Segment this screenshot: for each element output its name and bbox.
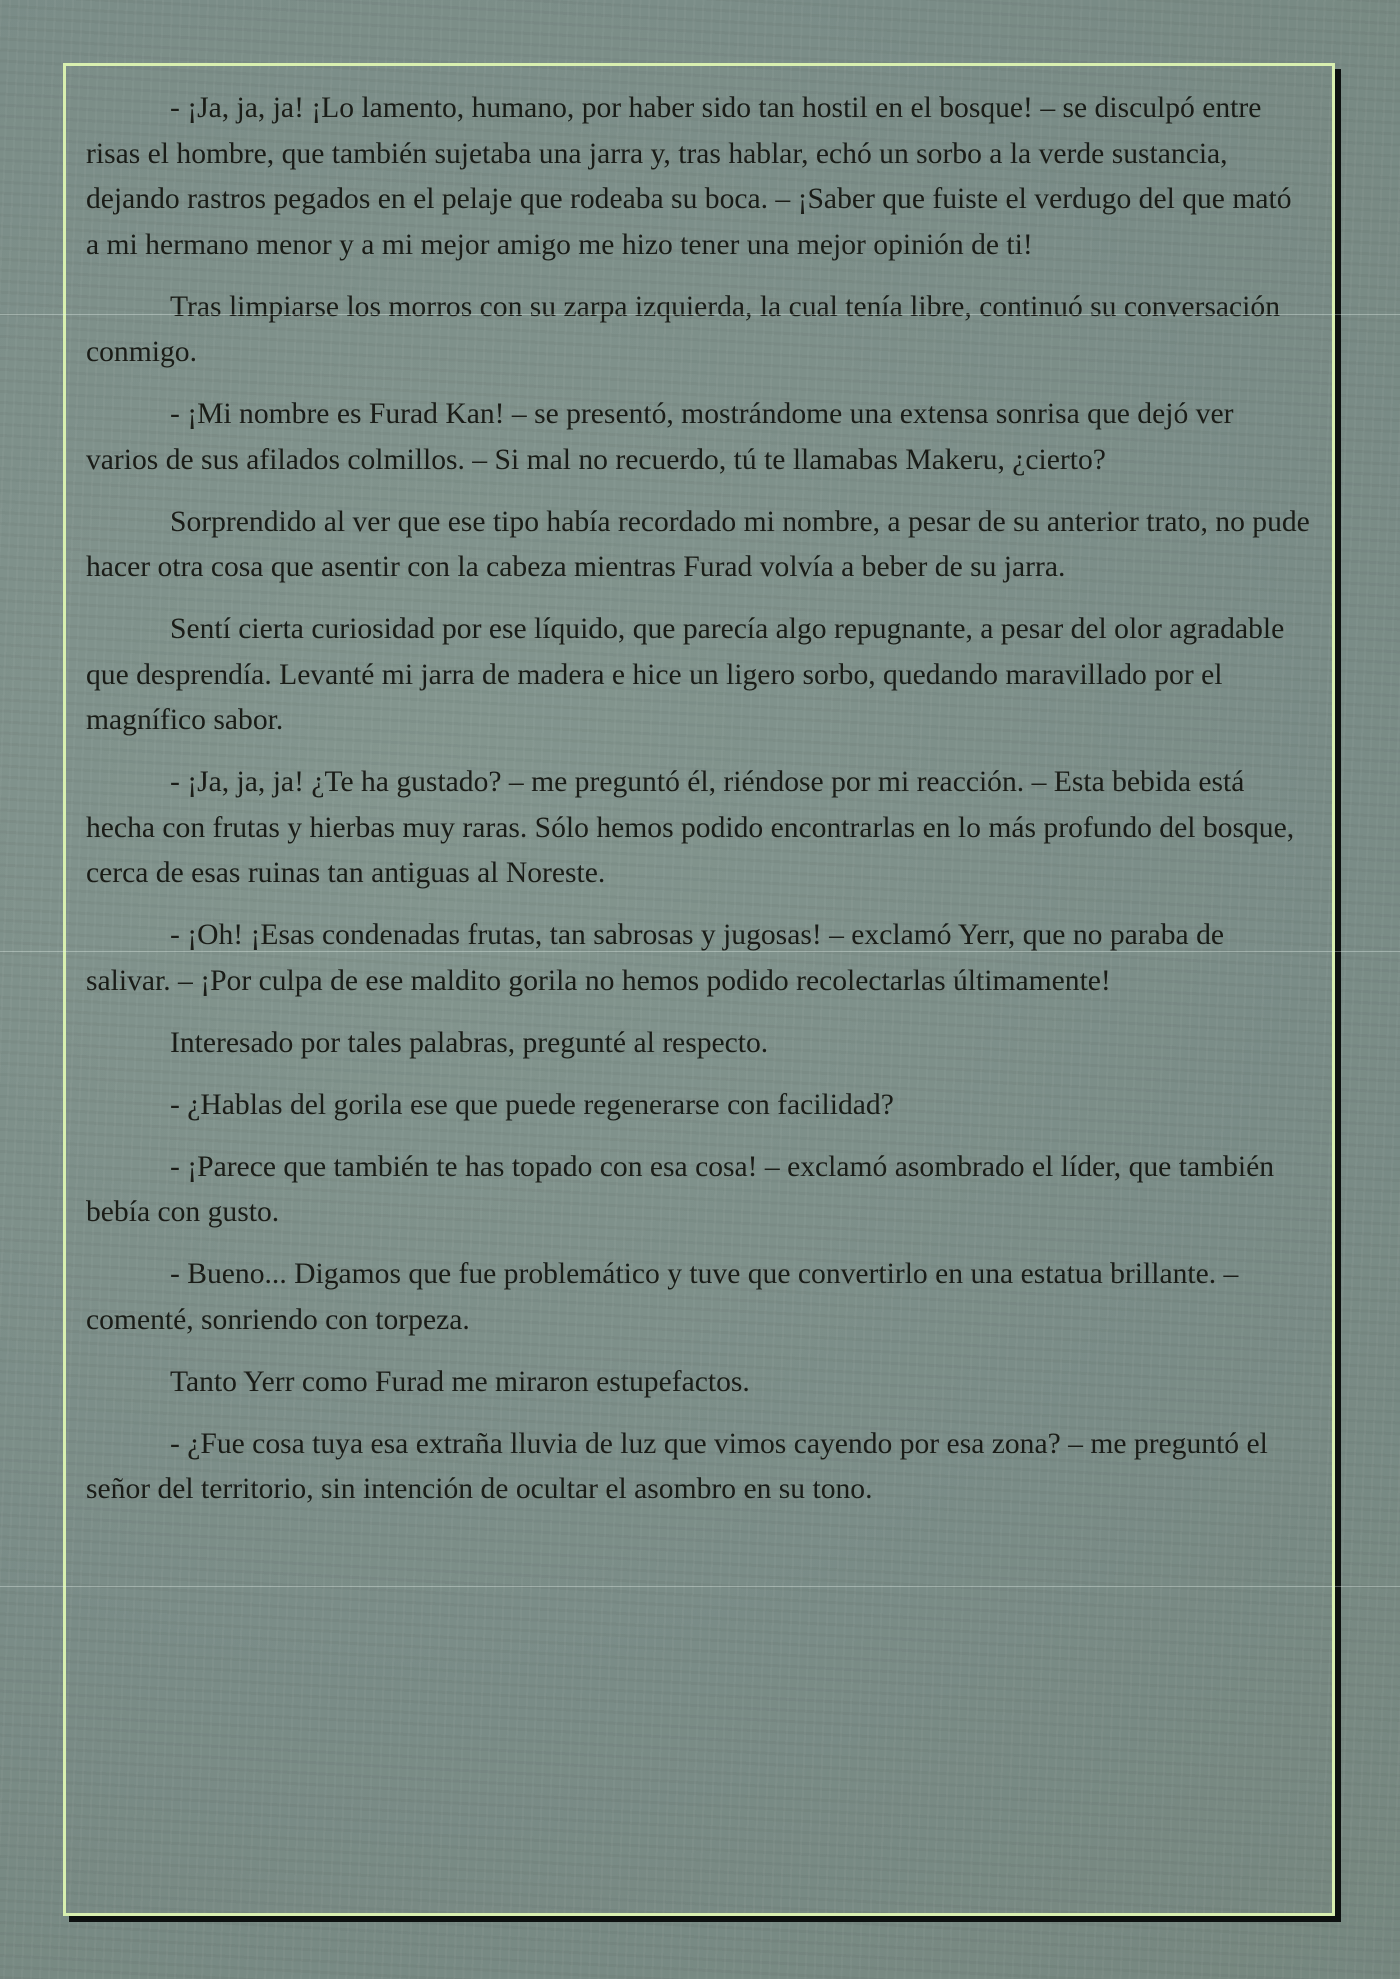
paragraph-9: - ¿Hablas del gorila ese que puede regenerarse con facilidad? — [170, 1088, 894, 1121]
text-body — [86, 86, 1310, 1529]
paragraph-7: - ¡Oh! ¡Esas condenadas frutas, tan sabrosas y jugosas! – exclamó Yerr, que no paraba de salivar. – ¡Por culpa de ese maldito gorila no hemos podido recolectarlas últimamente! — [86, 919, 1225, 997]
paragraph-6: - ¡Ja, ja, ja! ¿Te ha gustado? – me preguntó él, riéndose por mi reacción. – Esta bebida está hecha con frutas y hierbas muy raras. Sólo hemos podido encontrarlas en lo más profundo del bosque, cerca de esas ruinas tan antiguas al Noreste. — [86, 766, 1295, 889]
paragraph-11: - Bueno... Digamos que fue problemático y tuve que convertirlo en una estatua brillante. – comenté, sonriendo con torpeza. — [86, 1258, 1239, 1336]
paragraph-13: - ¿Fue cosa tuya esa extraña lluvia de luz que vimos cayendo por esa zona? – me preguntó el señor del territorio, sin intención de ocultar el asombro en su tono. — [86, 1427, 1268, 1505]
paragraph-3: - ¡Mi nombre es Furad Kan! – se presentó, mostrándome una extensa sonrisa que dejó ver varios de sus afilados colmillos. – Si mal no recuerdo, tú te llamabas Makeru, ¿cierto? — [86, 398, 1234, 476]
paragraph-5: Sentí cierta curiosidad por ese líquido, que parecía algo repugnante, a pesar del olor agradable que desprendía. Levanté mi jarra de madera e hice un ligero sorbo, quedando maravillado por el magnífico sabor. — [86, 613, 1285, 736]
page-frame — [63, 63, 1335, 1916]
paragraph-8: Interesado por tales palabras, pregunté al respecto. — [170, 1026, 769, 1059]
paragraph-1: - ¡Ja, ja, ja! ¡Lo lamento, humano, por haber sido tan hostil en el bosque! – se disculpó entre risas el hombre, que también sujetaba una jarra y, tras hablar, echó un sorbo a la verde sustancia, dejando rastros pegados en el pelaje que rodeaba su boca. – ¡Saber que fuiste el verdugo del que mató a mi hermano menor y a mi mejor amigo me hizo tener una mejor opinión de ti! — [86, 92, 1292, 261]
paragraph-2: Tras limpiarse los morros con su zarpa izquierda, la cual tenía libre, continuó su conversación conmigo. — [86, 290, 1280, 368]
paragraph-10: - ¡Parece que también te has topado con esa cosa! – exclamó asombrado el líder, que también bebía con gusto. — [86, 1150, 1275, 1228]
paragraph-12: Tanto Yerr como Furad me miraron estupefactos. — [170, 1365, 750, 1398]
paragraph-4: Sorprendido al ver que ese tipo había recordado mi nombre, a pesar de su anterior trato, no pude hacer otra cosa que asentir con la cabeza mientras Furad volvía a beber de su jarra. — [86, 505, 1310, 583]
